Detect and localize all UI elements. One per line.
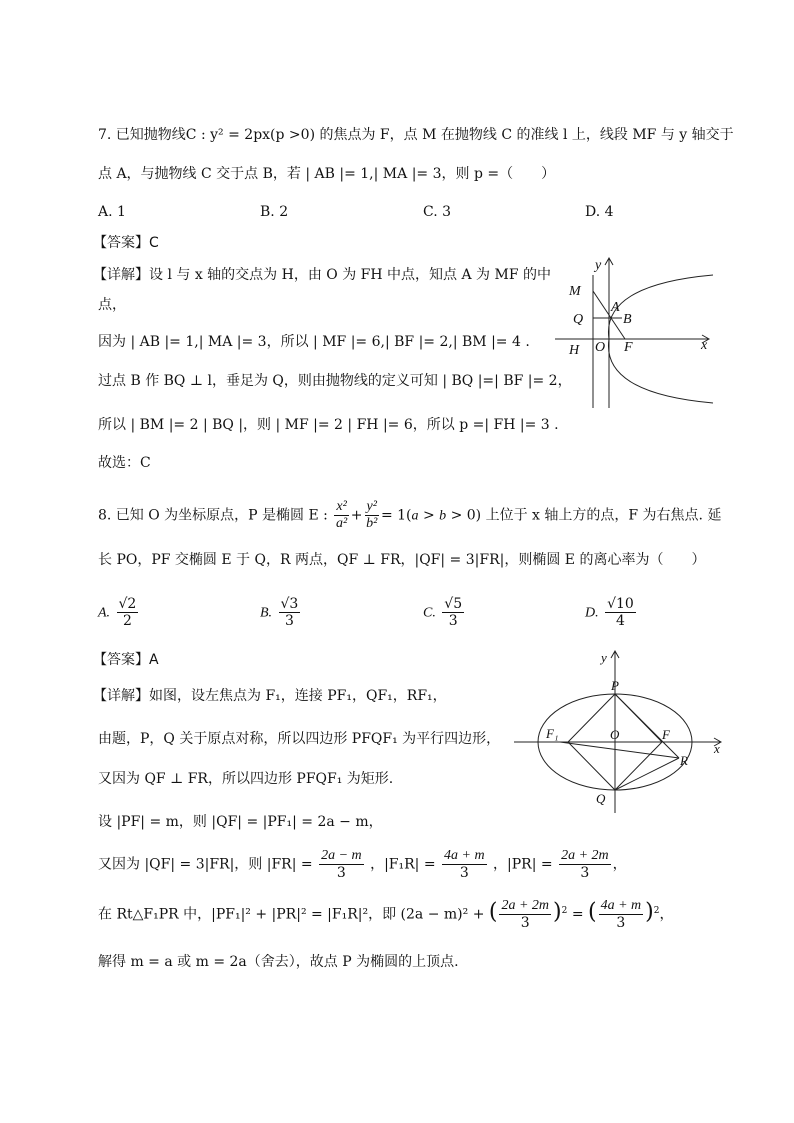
q7-parabola-figure bbox=[553, 255, 718, 415]
q8-ellipse-y-term: $\frac{\text{y²}}{\text{b²}}$ bbox=[366, 499, 378, 531]
fig8-label-o: O bbox=[610, 727, 620, 742]
q8-option-a: A. $\frac{√2}{2}$ bbox=[98, 596, 137, 629]
fig8-label-f: F bbox=[662, 727, 670, 742]
q7-answer: 【答案】C bbox=[93, 235, 159, 251]
fig7-label-f: F bbox=[624, 340, 633, 355]
q8-detail-line5: 又因为 |QF| = 3|FR|，则 |FR| = $\frac{2a - m}{3}$ ，|F₁R| = $\frac{4a + m}{3}$ ，|PR| = $\frac{2a + 2m}{3}$ ， bbox=[98, 848, 627, 881]
fig7-label-o: O bbox=[595, 340, 606, 355]
q8-option-d: D. $\frac{√10}{4}$ bbox=[585, 596, 634, 629]
q7-detail-label: 【详解】 bbox=[93, 267, 149, 283]
fig8-label-q: Q bbox=[596, 791, 606, 806]
fig7-label-q: Q bbox=[573, 312, 584, 327]
segment-pr bbox=[615, 694, 679, 758]
fig8-label-y: y bbox=[601, 650, 607, 665]
fig7-label-m: M bbox=[569, 284, 581, 299]
q8-detail-line2: 由题，P，Q 关于原点对称，所以四边形 PFQF₁ 为平行四边形， bbox=[98, 731, 501, 747]
q7-stem-line1: 7. 已知抛物线C : y² = 2px(p >0) 的焦点为 F，点 M 在抛物线 C 的准线 l 上，线段 MF 与 y 轴交于 bbox=[98, 127, 734, 143]
fig8-label-r: R bbox=[680, 753, 688, 768]
q7-detail-line1b: 点， bbox=[98, 297, 126, 313]
q8-option-c: C. $\frac{√5}{3}$ bbox=[423, 596, 463, 629]
fig8-label-x: x bbox=[714, 741, 720, 756]
q8-detail-line7: 解得 m = a 或 m = 2a（舍去），故点 P 为椭圆的上顶点. bbox=[98, 954, 459, 970]
fig8-label-p: P bbox=[611, 678, 619, 693]
q7-detail-line1: 【详解】设 l 与 x 轴的交点为 H，由 O 为 FH 中点，知点 A 为 MF 的中 bbox=[93, 267, 551, 283]
q8-detail-line6: 在 Rt△F₁PR 中，|PF₁|² + |PR|² = |F₁R|²，即 (2a − m)² + ( $\frac{2a + 2m}{3}$ )$^2$ = ( $\frac{4a + m}{3}$ )$^2$， bbox=[98, 898, 674, 931]
q7-stem-line2: 点 A，与抛物线 C 交于点 B，若 | AB |= 1,| MA |= 3，则 p =（ ） bbox=[98, 166, 556, 182]
q7-option-d: D. 4 bbox=[585, 204, 614, 220]
fig7-label-y: y bbox=[595, 258, 602, 273]
q8-ellipse-figure bbox=[512, 648, 732, 818]
q7-option-b: B. 2 bbox=[260, 204, 289, 220]
q8-stem-line2: 长 PO，PF 交椭圆 E 于 Q，R 两点，QF ⊥ FR，|QF| = 3|FR|，则椭圆 E 的离心率为（ ） bbox=[98, 552, 706, 568]
q7-option-c: C. 3 bbox=[423, 204, 452, 220]
q8-detail-line3: 又因为 QF ⊥ FR，所以四边形 PFQF₁ 为矩形. bbox=[98, 771, 394, 787]
fig7-label-h: H bbox=[569, 343, 580, 358]
q8-detail-label: 【详解】 bbox=[93, 688, 149, 704]
q7-detail-line2: 因为 | AB |= 1,| MA |= 3，所以 | MF |= 6,| BF |= 2,| BM |= 4 . bbox=[98, 334, 530, 350]
fig8-label-f1: F₁ bbox=[546, 726, 559, 741]
q8-answer: 【答案】A bbox=[93, 652, 159, 668]
q8-stem-line1: 8. 已知 O 为坐标原点，P 是椭圆 E : $\frac{\text{x²}}{\text{a²}}$ + $\frac{\text{y²}}{\text{b²}}$ = 1(a > b > 0) 上位于 x 轴上方的点，F 为右焦点. 延 bbox=[98, 499, 722, 531]
q7-option-a: A. 1 bbox=[98, 204, 126, 220]
q7-conclusion: 故选：C bbox=[98, 455, 151, 471]
fig7-label-x: x bbox=[701, 338, 708, 353]
q7-detail-line4: 所以 | BM |= 2 | BQ |，则 | MF |= 2 | FH |= 6，所以 p =| FH |= 3 . bbox=[98, 417, 559, 433]
segment-f1r bbox=[560, 742, 679, 758]
q8-detail-line4: 设 |PF| = m，则 |QF| = |PF₁| = 2a − m， bbox=[98, 814, 383, 830]
q8-ellipse-x-term: $\frac{\text{x²}}{\text{a²}}$ bbox=[335, 499, 348, 531]
segment-qr bbox=[615, 758, 679, 790]
fig7-label-b: B bbox=[623, 312, 632, 327]
q7-detail-line3: 过点 B 作 BQ ⊥ l，垂足为 Q，则由抛物线的定义可知 | BQ |=| BF |= 2， bbox=[98, 373, 572, 389]
q8-detail-line1: 【详解】如图，设左焦点为 F₁，连接 PF₁，QF₁，RF₁， bbox=[93, 688, 447, 704]
fig7-label-a: A bbox=[611, 300, 620, 315]
q8-option-b: B. $\frac{√3}{3}$ bbox=[260, 596, 299, 629]
